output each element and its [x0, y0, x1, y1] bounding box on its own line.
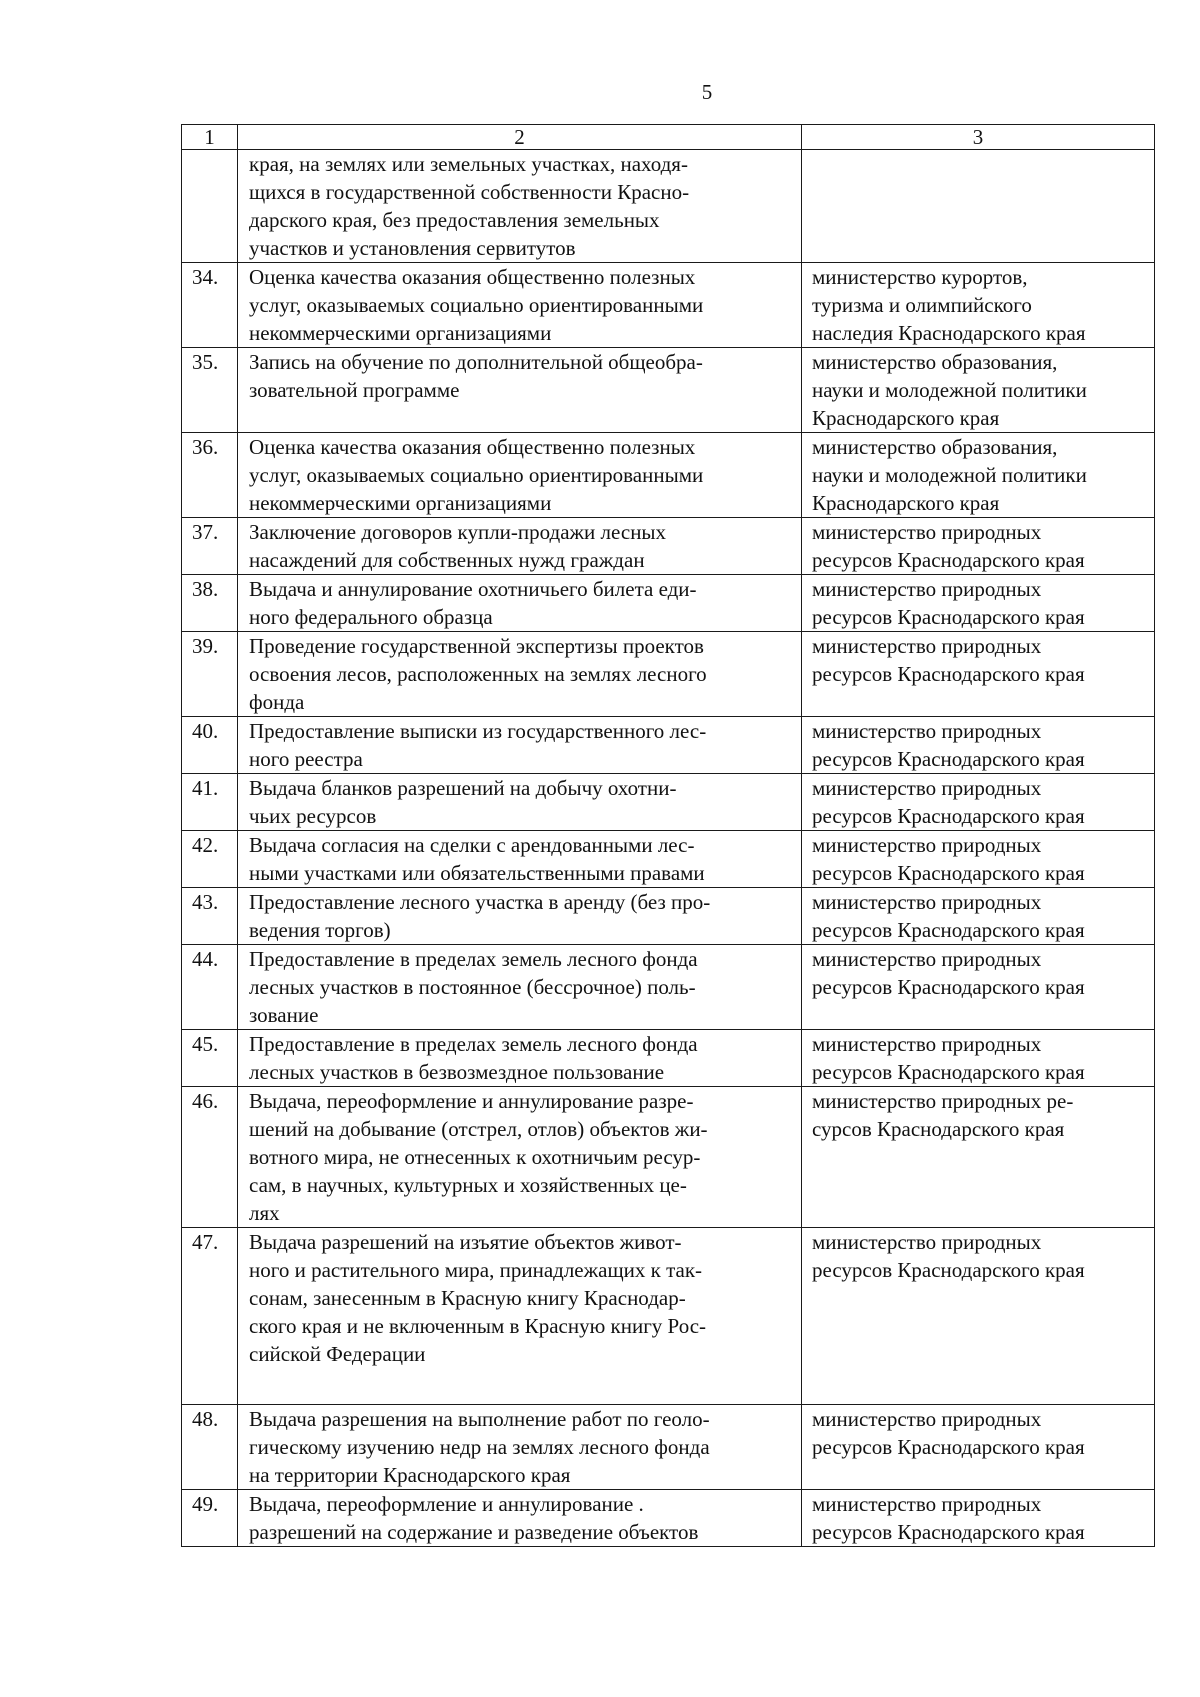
row-number: 36.	[182, 433, 238, 518]
row-number: 42.	[182, 831, 238, 888]
table-row	[182, 1490, 1155, 1547]
service-name: Предоставление выписки из государственного лес- ного реестра	[238, 717, 802, 774]
service-name: Предоставление в пределах земель лесного фонда лесных участков в постоянное (бессрочное) поль- зование	[238, 945, 802, 1030]
responsible-agency: министерство образования, науки и молодежной политики Краснодарского края	[802, 433, 1155, 518]
service-name: Выдача бланков разрешений на добычу охотни- чьих ресурсов	[238, 774, 802, 831]
table-row	[182, 831, 1155, 888]
responsible-agency: министерство природных ресурсов Краснодарского края	[802, 1405, 1155, 1490]
table-header-row	[182, 125, 1155, 150]
table-row	[182, 575, 1155, 632]
table-row	[182, 632, 1155, 717]
row-number	[182, 150, 238, 263]
service-name: Заключение договоров купли-продажи лесных насаждений для собственных нужд граждан	[238, 518, 802, 575]
table-row	[182, 888, 1155, 945]
table-row	[182, 263, 1155, 348]
service-name: Выдача разрешения на выполнение работ по геоло- гическому изучению недр на землях лесного фонда на территории Краснодарского края	[238, 1405, 802, 1490]
responsible-agency: министерство образования, науки и молодежной политики Краснодарского края	[802, 348, 1155, 433]
responsible-agency	[802, 150, 1155, 263]
table-row	[182, 1405, 1155, 1490]
responsible-agency: министерство природных ресурсов Краснодарского края	[802, 717, 1155, 774]
row-number: 45.	[182, 1030, 238, 1087]
responsible-agency: министерство природных ресурсов Краснодарского края	[802, 632, 1155, 717]
responsible-agency: министерство природных ресурсов Краснодарского края	[802, 831, 1155, 888]
service-name: Предоставление лесного участка в аренду (без про- ведения торгов)	[238, 888, 802, 945]
service-name: Выдача и аннулирование охотничьего билета еди- ного федерального образца	[238, 575, 802, 632]
row-number: 35.	[182, 348, 238, 433]
responsible-agency: министерство природных ре- сурсов Краснодарского края	[802, 1087, 1155, 1228]
services-table	[181, 124, 1155, 1547]
row-number: 40.	[182, 717, 238, 774]
responsible-agency: министерство курортов, туризма и олимпийского наследия Краснодарского края	[802, 263, 1155, 348]
responsible-agency: министерство природных ресурсов Краснодарского края	[802, 888, 1155, 945]
responsible-agency: министерство природных ресурсов Краснодарского края	[802, 1030, 1155, 1087]
responsible-agency: министерство природных ресурсов Краснодарского края	[802, 1490, 1155, 1547]
row-number: 39.	[182, 632, 238, 717]
table-row	[182, 1087, 1155, 1228]
service-name: Предоставление в пределах земель лесного фонда лесных участков в безвозмездное пользование	[238, 1030, 802, 1087]
service-name: Выдача, переоформление и аннулирование разре- шений на добывание (отстрел, отлов) объектов жи- вотного мира, не отнесенных к охотничьим ресур- сам, в научных, культурных и хозяйственных це- лях	[238, 1087, 802, 1228]
table-row	[182, 945, 1155, 1030]
header-col-2: 2	[238, 125, 802, 150]
row-number: 47.	[182, 1228, 238, 1405]
table-row	[182, 1030, 1155, 1087]
row-number: 34.	[182, 263, 238, 348]
table-row	[182, 348, 1155, 433]
table-row	[182, 717, 1155, 774]
row-number: 48.	[182, 1405, 238, 1490]
responsible-agency: министерство природных ресурсов Краснодарского края	[802, 1228, 1155, 1405]
table-row	[182, 774, 1155, 831]
service-name: Выдача согласия на сделки с арендованными лес- ными участками или обязательственными правами	[238, 831, 802, 888]
row-number: 44.	[182, 945, 238, 1030]
service-name: Выдача, переоформление и аннулирование . разрешений на содержание и разведение объектов	[238, 1490, 802, 1547]
row-number: 41.	[182, 774, 238, 831]
table-row	[182, 1228, 1155, 1405]
service-name: Оценка качества оказания общественно полезных услуг, оказываемых социально ориентированными некоммерческими организациями	[238, 433, 802, 518]
table-row	[182, 433, 1155, 518]
row-number: 38.	[182, 575, 238, 632]
table-row	[182, 518, 1155, 575]
table-row	[182, 150, 1155, 263]
responsible-agency: министерство природных ресурсов Краснодарского края	[802, 945, 1155, 1030]
service-name: Проведение государственной экспертизы проектов освоения лесов, расположенных на землях лесного фонда	[238, 632, 802, 717]
row-number: 46.	[182, 1087, 238, 1228]
page-number: 5	[701, 80, 713, 104]
header-col-1: 1	[182, 125, 238, 150]
header-col-3: 3	[802, 125, 1155, 150]
responsible-agency: министерство природных ресурсов Краснодарского края	[802, 575, 1155, 632]
service-name: Выдача разрешений на изъятие объектов живот- ного и растительного мира, принадлежащих к так- сонам, занесенным в Красную книгу Краснодар- ского края и не включенным в Красную книгу Рос- сийской Федерации	[238, 1228, 802, 1405]
responsible-agency: министерство природных ресурсов Краснодарского края	[802, 518, 1155, 575]
row-number: 43.	[182, 888, 238, 945]
responsible-agency: министерство природных ресурсов Краснодарского края	[802, 774, 1155, 831]
service-name: края, на землях или земельных участках, находя- щихся в государственной собственности Красно- дарского края, без предоставления земельных участков и установления сервитутов	[238, 150, 802, 263]
service-name: Запись на обучение по дополнительной общеобра- зовательной программе	[238, 348, 802, 433]
service-name: Оценка качества оказания общественно полезных услуг, оказываемых социально ориентированными некоммерческими организациями	[238, 263, 802, 348]
row-number: 49.	[182, 1490, 238, 1547]
row-number: 37.	[182, 518, 238, 575]
